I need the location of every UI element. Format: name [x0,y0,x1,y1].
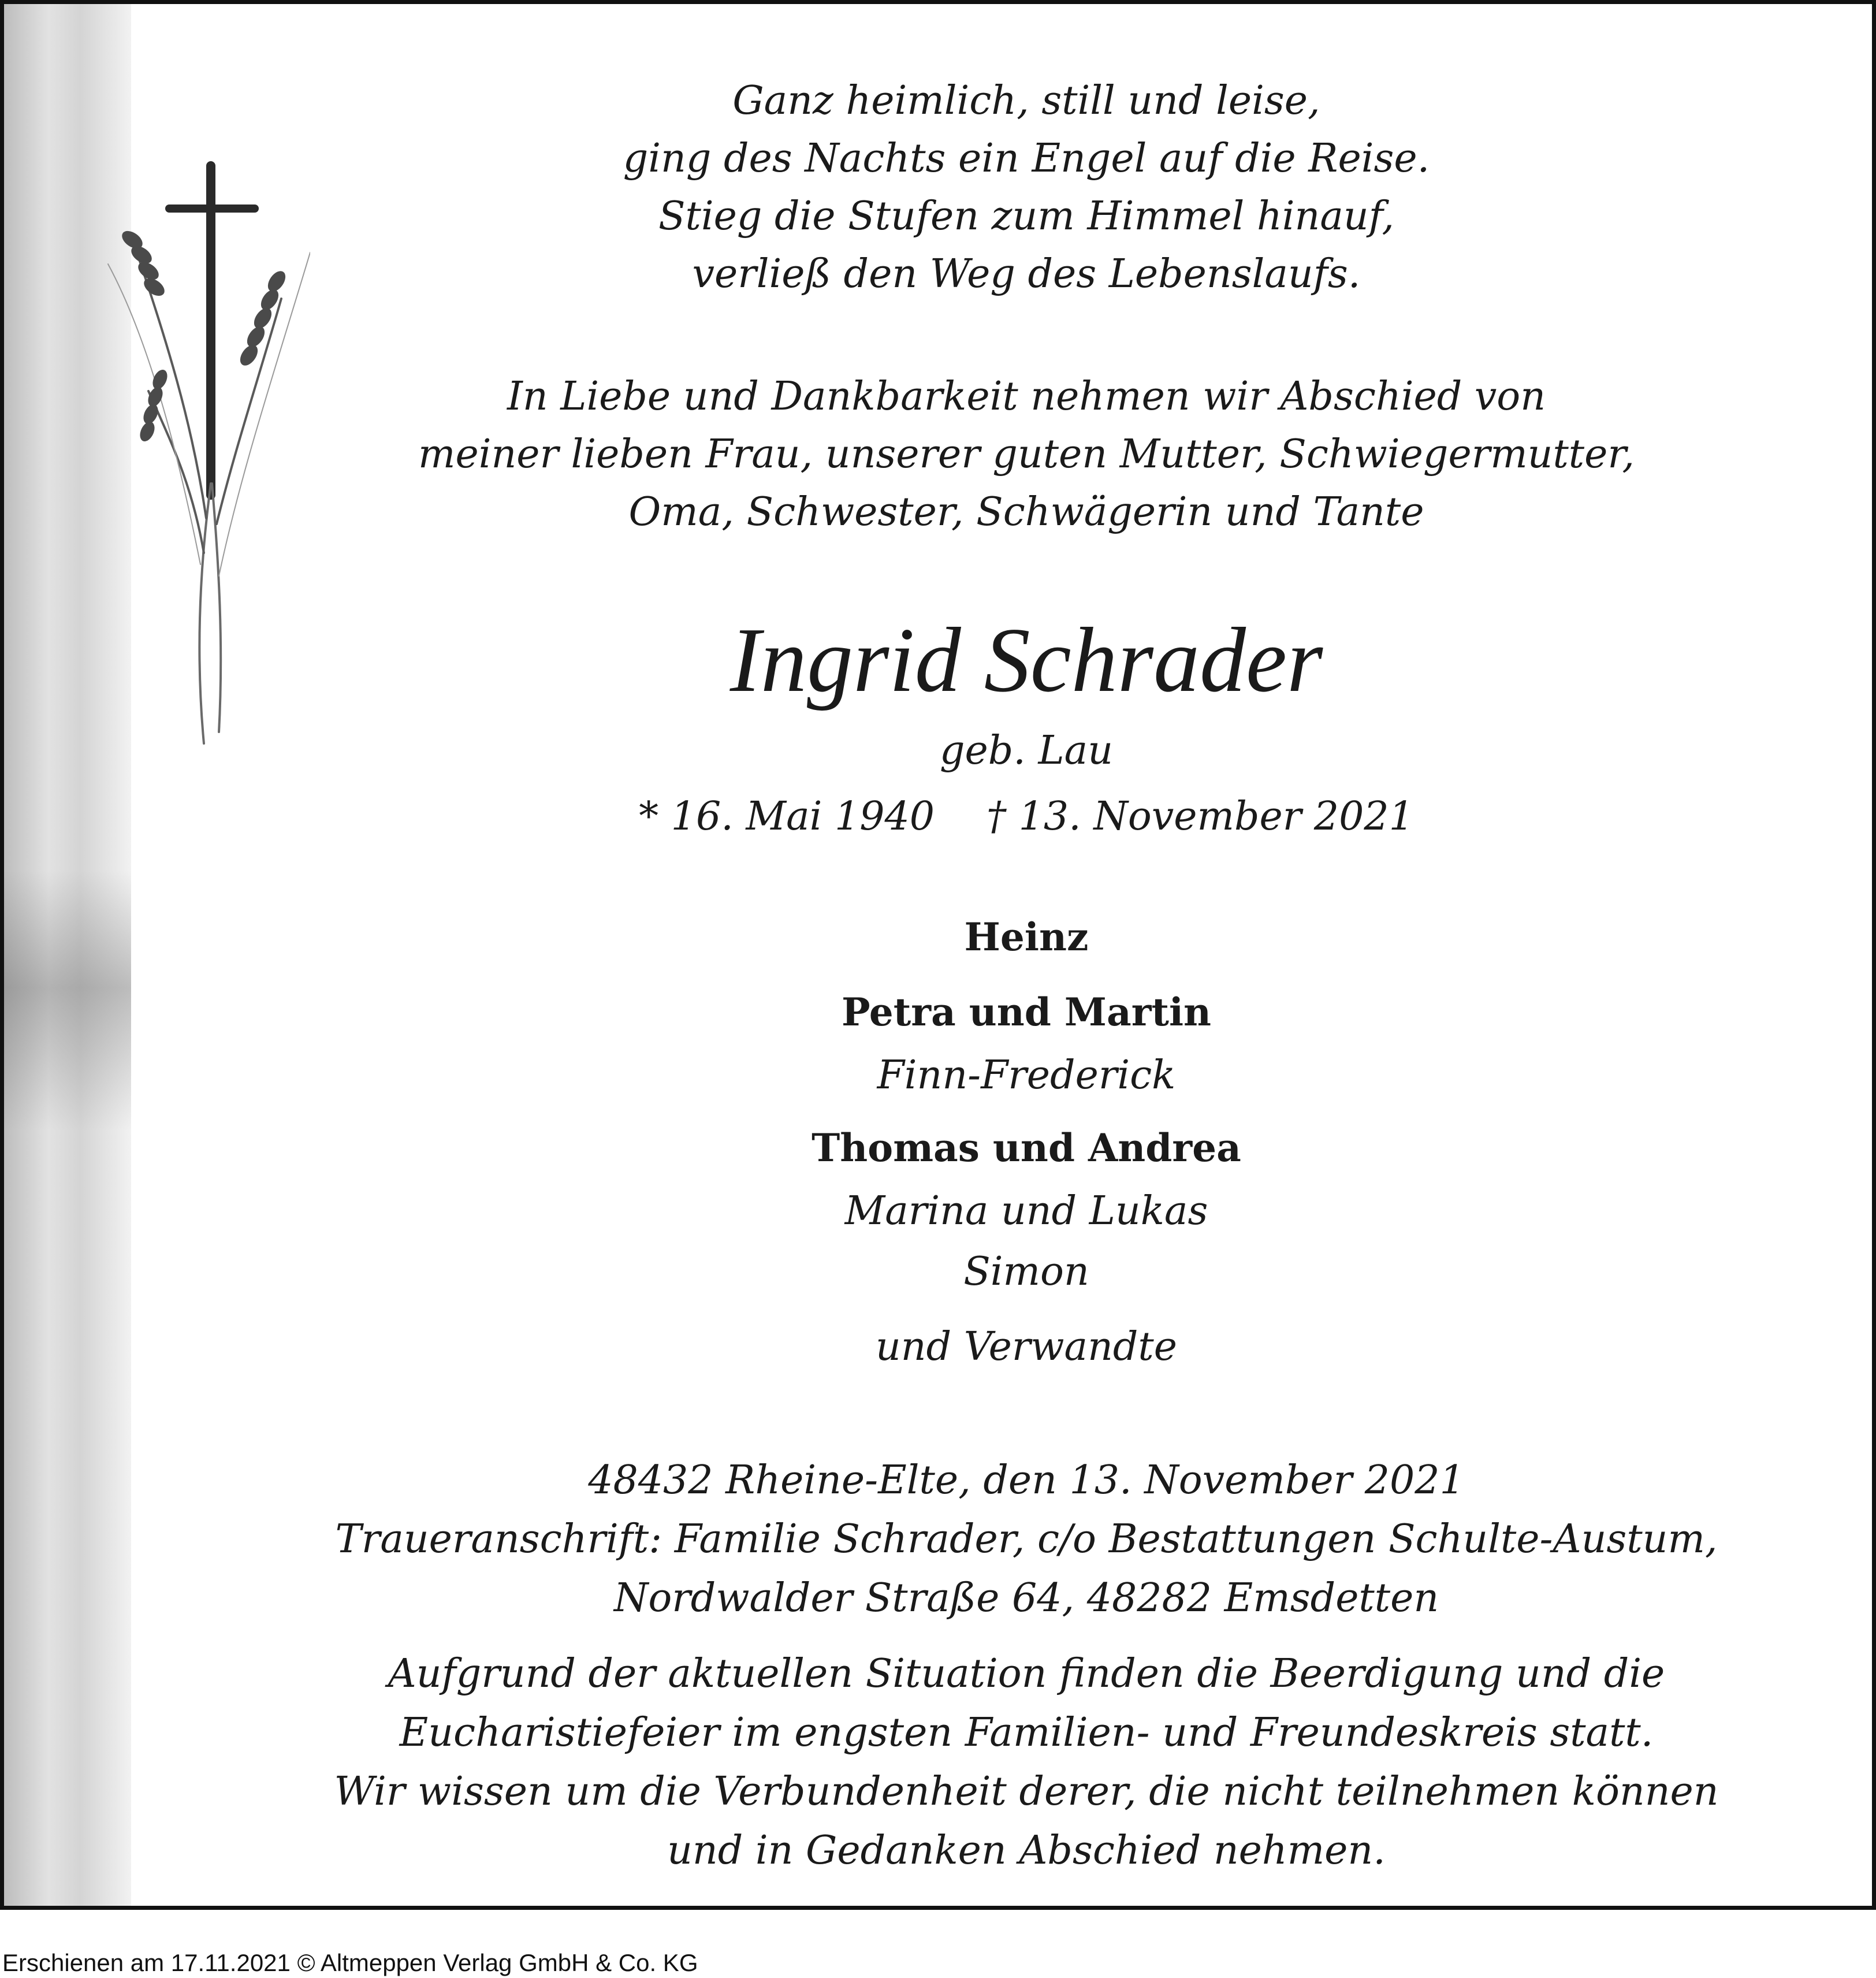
poem-line: verließ den Weg des Lebenslaufs. [692,251,1361,297]
address-line: Nordwalder Straße 64, 48282 Emsdetten [613,1575,1439,1621]
mourner-group-2: Thomas und Andrea [812,1125,1241,1170]
mourner-group-2-child: Simon [963,1249,1089,1295]
address-line: Traueranschrift: Familie Schrader, c/o Bestattungen Schulte-Austum, [335,1516,1718,1562]
publication-footer: Erschienen am 17.11.2021 © Altmeppen Verlag GmbH & Co. KG [2,1949,698,1976]
funeral-notice [258,1645,1795,1880]
strip-shading [4,871,131,1131]
mourner-group-2-children: Marina und Lukas [844,1188,1208,1234]
poem-line: Ganz heimlich, still und leise, [732,78,1320,124]
notice-line: und in Gedanken Abschied nehmen. [667,1828,1386,1873]
poem-line: Stieg die Stufen zum Himmel hinauf, [658,194,1395,239]
farewell-intro [258,368,1795,541]
deceased-name: Ingrid Schrader [729,608,1323,711]
death-date: † 13. November 2021 [987,794,1414,839]
mourner-group-1: Petra und Martin [841,990,1212,1035]
maiden-name: geb. Lau [939,728,1114,774]
life-dates [258,791,1795,843]
notice-line: Eucharistiefeier im engsten Familien- und Freundeskreis statt. [399,1710,1654,1756]
poem-line: ging des Nachts ein Engel auf die Reise. [623,136,1430,181]
notice-line: Wir wissen um die Verbundenheit derer, die nicht teilnehmen können [334,1769,1719,1815]
notice-line: Aufgrund der aktuellen Situation finden die Beerdigung und die [388,1651,1665,1697]
mourning-address [258,1451,1795,1628]
mourner-group-1-children: Finn-Frederick [877,1053,1176,1098]
mourner-spouse: Heinz [964,914,1089,960]
poem [258,72,1795,303]
address-line: 48432 Rheine-Elte, den 13. November 2021 [588,1458,1465,1503]
intro-line: In Liebe und Dankbarkeit nehmen wir Abschied von [507,374,1546,419]
intro-line: meiner lieben Frau, unserer guten Mutter, Schwiegermutter, [418,432,1635,477]
birth-date: * 16. Mai 1940 [639,794,935,839]
mourner-relatives: und Verwandte [876,1324,1177,1370]
intro-line: Oma, Schwester, Schwägerin und Tante [628,489,1424,535]
